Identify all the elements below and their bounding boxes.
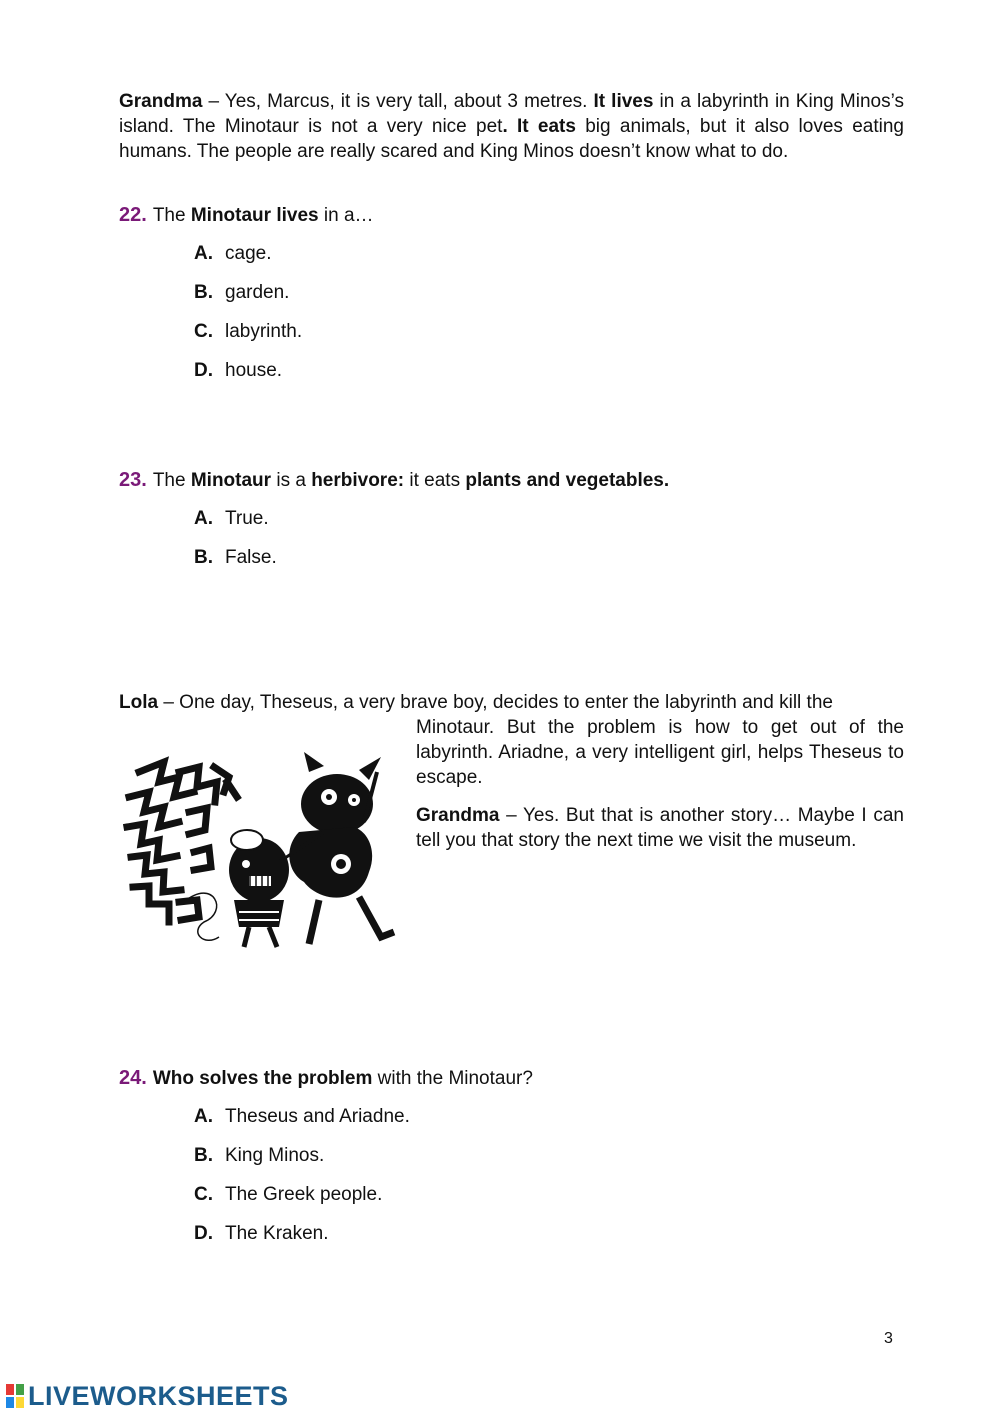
speaker-label: Grandma xyxy=(119,91,203,112)
q22-option-a[interactable]: A. cage. xyxy=(194,243,272,264)
passage-lola-rest: Minotaur. But the problem is how to get out of the labyrinth. Ariadne, a very intelligent girl, helps Theseus to escape. xyxy=(416,717,904,788)
question-24: 24. Who solves the problem with the Minotaur? xyxy=(119,1067,533,1089)
passage-grandma-2: Grandma – Yes. But that is another story… Maybe I can tell you that story the next time we visit the museum. xyxy=(416,805,904,851)
passage-lola-line1: Lola – One day, Theseus, a very brave boy, decides to enter the labyrinth and kill the xyxy=(119,692,833,713)
liveworksheets-logo[interactable] xyxy=(6,1381,289,1411)
q22-option-c[interactable]: C. labyrinth. xyxy=(194,321,303,342)
theseus-figure xyxy=(229,830,289,947)
q23-option-b[interactable]: B. False. xyxy=(194,547,277,568)
labyrinth-drawing xyxy=(127,762,237,922)
speaker-label: Lola xyxy=(119,692,159,713)
logo-blocks-icon xyxy=(6,1384,24,1408)
q24-option-c[interactable]: C. The Greek people. xyxy=(194,1184,383,1205)
passage-grandma-1: Grandma – Yes, Marcus, it is very tall, about 3 metres. It lives in a labyrinth in King Minos’s island. The Minotaur is not a very nice pet. It eats big animals, but it also loves eating humans. The people are really scared and King Minos doesn’t know what to do. xyxy=(119,91,904,162)
logo-text: LIVEWORKSHEETS xyxy=(28,1380,289,1411)
q24-option-a[interactable]: A. Theseus and Ariadne. xyxy=(194,1106,410,1127)
q24-option-b[interactable]: B. King Minos. xyxy=(194,1145,325,1166)
q22-option-b[interactable]: B. garden. xyxy=(194,282,290,303)
q24-option-d[interactable]: D. The Kraken. xyxy=(194,1223,329,1244)
question-number: 23. xyxy=(119,469,147,491)
minotaur-figure xyxy=(279,752,394,944)
question-number: 22. xyxy=(119,204,147,226)
q23-option-a[interactable]: A. True. xyxy=(194,508,269,529)
speaker-label: Grandma xyxy=(416,805,500,826)
question-22: 22. The Minotaur lives in a… xyxy=(119,204,374,226)
page-number: 3 xyxy=(884,1330,893,1347)
question-23: 23. The Minotaur is a herbivore: it eats plants and vegetables. xyxy=(119,469,670,491)
theseus-minotaur-illustration xyxy=(119,752,399,952)
q22-option-d[interactable]: D. house. xyxy=(194,360,283,381)
question-number: 24. xyxy=(119,1067,147,1089)
